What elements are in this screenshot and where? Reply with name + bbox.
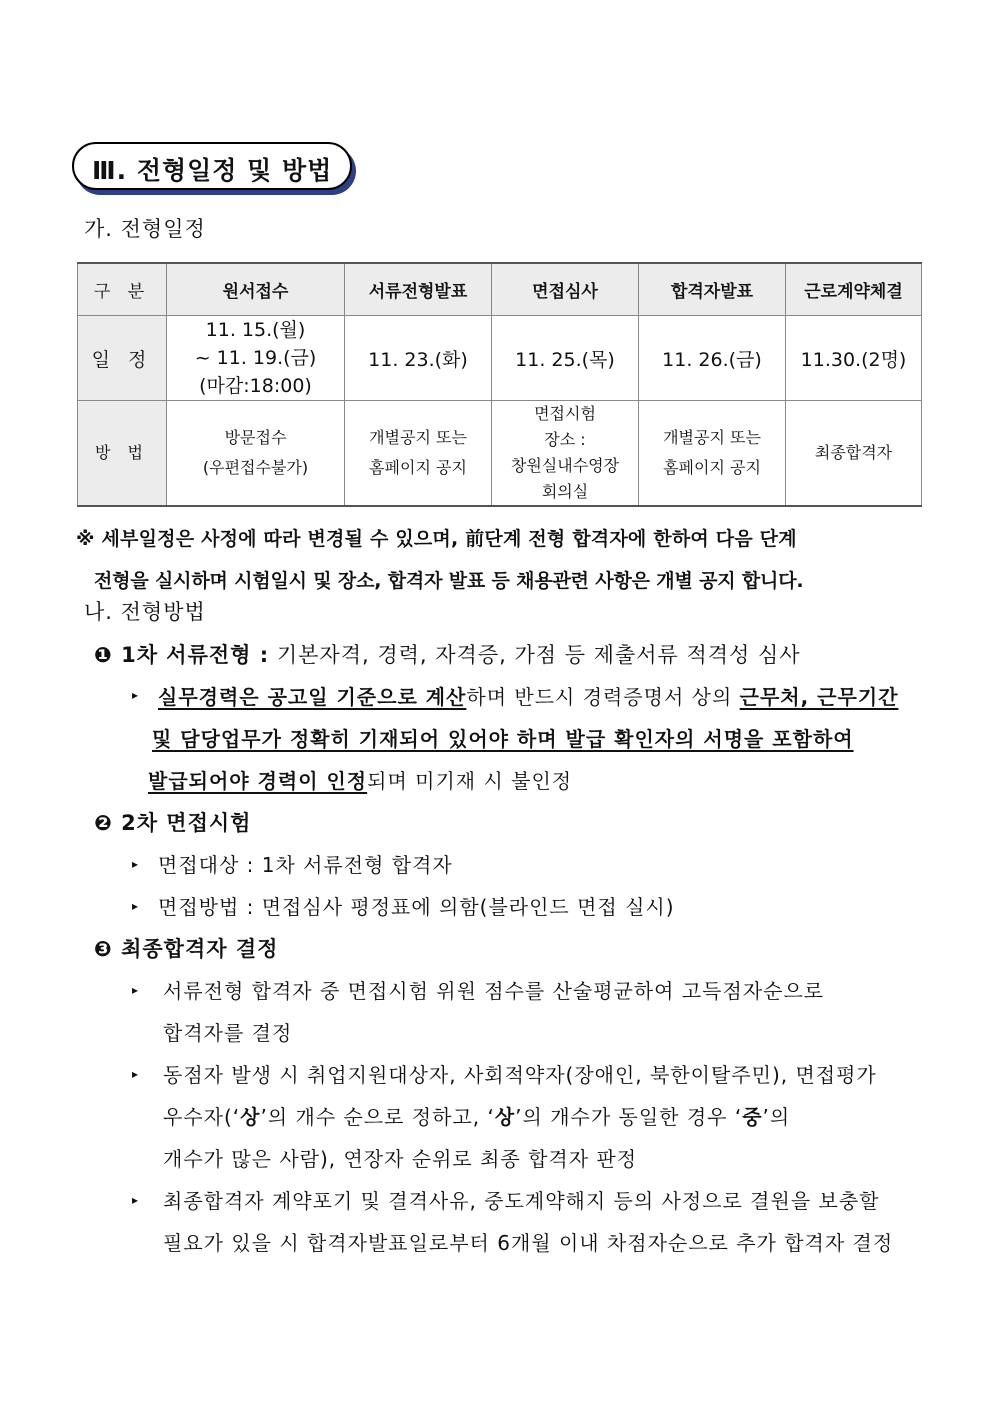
cell-line: ~ 11. 19.(금) bbox=[194, 347, 317, 369]
step1-bullet-line-3 bbox=[148, 765, 572, 794]
step3-bullet-1-line-1: 서류전형 합격자 중 면접시험 위원 점수를 산술평균하여 고득점자순으로 bbox=[163, 979, 825, 1003]
underlined-text: 근무처, 근무기간 bbox=[739, 685, 899, 709]
table-row-schedule bbox=[78, 316, 922, 401]
bullet-icon: ▸ bbox=[132, 899, 139, 913]
bullet-icon: ▸ bbox=[132, 983, 139, 997]
step1-title bbox=[94, 639, 801, 669]
header-contract: 근로계약체결 bbox=[786, 263, 922, 316]
step3-bullet-2-line-1: 동점자 발생 시 취업지원대상자, 사회적약자(장애인, 북한이탈주민), 면접평가 bbox=[163, 1063, 877, 1087]
row-label-method: 방 법 bbox=[78, 401, 167, 507]
underlined-text: 발급되어야 경력이 인정 bbox=[148, 769, 368, 793]
step3-bullet-3-line-2: 필요가 있을 시 합격자발표일로부터 6개월 이내 차점자순으로 추가 합격자 결정 bbox=[163, 1231, 894, 1255]
cell-application-method bbox=[167, 401, 345, 507]
cell-line: 11. 15.(월) bbox=[205, 319, 306, 341]
cell-line: (마감:18:00) bbox=[199, 375, 312, 397]
cell-line: 홈페이지 공지 bbox=[369, 458, 467, 477]
bold-text: 상 bbox=[240, 1105, 261, 1129]
cell-line: 창원실내수영장 bbox=[510, 456, 620, 475]
cell-interview-date: 11. 25.(목) bbox=[492, 316, 639, 401]
schedule-table bbox=[77, 262, 922, 507]
schedule-heading: 가. 전형일정 bbox=[84, 217, 206, 241]
step2-title: ❷ 2차 면접시험 bbox=[94, 811, 252, 835]
cell-application-date bbox=[167, 316, 345, 401]
cell-line: 개별공지 또는 bbox=[663, 428, 761, 447]
table-header-row bbox=[78, 263, 922, 316]
note-line-2: 전형을 실시하며 시험일시 및 장소, 합격자 발표 등 채용관련 사항은 개별 공지 합니다. bbox=[94, 570, 804, 592]
plain-text: 되며 미기재 시 불인정 bbox=[367, 769, 573, 793]
cell-final-result-method bbox=[639, 401, 786, 507]
bullet-icon: ▸ bbox=[132, 688, 139, 702]
cell-interview-method bbox=[492, 401, 639, 507]
plain-text: 하며 반드시 경력증명서 상의 bbox=[466, 685, 740, 709]
header-interview: 면접심사 bbox=[492, 263, 639, 316]
step1-bullet-line-1 bbox=[158, 681, 898, 710]
header-final-result: 합격자발표 bbox=[639, 263, 786, 316]
bullet-icon: ▸ bbox=[132, 1067, 139, 1081]
plain-text: ’의 개수가 동일한 경우 ‘ bbox=[515, 1105, 743, 1129]
cell-contract-method: 최종합격자 bbox=[786, 401, 922, 507]
cell-line: 면접시험 bbox=[534, 404, 596, 423]
cell-line: 장소 : bbox=[544, 430, 586, 449]
bold-text: 중 bbox=[742, 1105, 763, 1129]
bullet-icon: ▸ bbox=[132, 1193, 139, 1207]
table-row-method bbox=[78, 401, 922, 507]
row-label-schedule: 일 정 bbox=[78, 316, 167, 401]
underlined-text: 및 담당업무가 정확히 기재되어 있어야 하며 발급 확인자의 서명을 포함하여 bbox=[152, 727, 854, 751]
note-line-1: ※ 세부일정은 사정에 따라 변경될 수 있으며, 前단계 전형 합격자에 한하여 다음 단계 bbox=[76, 528, 797, 550]
header-document-result: 서류전형발표 bbox=[345, 263, 492, 316]
plain-text: ’의 bbox=[762, 1105, 791, 1129]
step3-bullet-2-line-2 bbox=[163, 1101, 790, 1130]
step3-title: ❸ 최종합격자 결정 bbox=[94, 937, 279, 961]
cell-line: (우편접수불가) bbox=[202, 458, 309, 477]
cell-line: 회의실 bbox=[541, 482, 589, 501]
plain-text: ’의 개수 순으로 정하고, ‘ bbox=[260, 1105, 495, 1129]
step2-bullet-1: 면접대상 : 1차 서류전형 합격자 bbox=[158, 853, 453, 877]
step3-bullet-1-line-2: 합격자를 결정 bbox=[163, 1021, 293, 1045]
step1-bullet-line-2 bbox=[152, 723, 854, 752]
header-category: 구 분 bbox=[78, 263, 167, 316]
step3-bullet-3-line-1: 최종합격자 계약포기 및 결격사유, 중도계약해지 등의 사정으로 결원을 보충할 bbox=[163, 1189, 880, 1213]
cell-final-result-date: 11. 26.(금) bbox=[639, 316, 786, 401]
section-title-badge bbox=[72, 142, 352, 190]
method-heading: 나. 전형방법 bbox=[84, 600, 206, 624]
step3-bullet-2-line-3: 개수가 많은 사람), 연장자 순위로 최종 합격자 판정 bbox=[163, 1147, 638, 1171]
cell-document-result-date: 11. 23.(화) bbox=[345, 316, 492, 401]
step1-description: 기본자격, 경력, 자격증, 가점 등 제출서류 적격성 심사 bbox=[269, 643, 801, 667]
bold-text: 상 bbox=[494, 1105, 516, 1129]
underlined-text: 실무경력은 공고일 기준으로 계산 bbox=[158, 685, 467, 709]
schedule-note bbox=[76, 518, 926, 602]
header-application: 원서접수 bbox=[167, 263, 345, 316]
cell-line: 방문접수 bbox=[224, 428, 287, 447]
cell-line: 홈페이지 공지 bbox=[663, 458, 761, 477]
cell-contract-date: 11.30.(2명) bbox=[786, 316, 922, 401]
step1-title-text: ❶ 1차 서류전형 : bbox=[94, 643, 270, 667]
step2-bullet-2: 면접방법 : 면접심사 평정표에 의함(블라인드 면접 실시) bbox=[158, 895, 675, 919]
section-title: Ⅲ. 전형일정 및 방법 bbox=[92, 156, 333, 185]
bullet-icon: ▸ bbox=[132, 857, 139, 871]
cell-document-result-method bbox=[345, 401, 492, 507]
plain-text: 우수자(‘ bbox=[163, 1105, 241, 1129]
cell-line: 개별공지 또는 bbox=[369, 428, 467, 447]
